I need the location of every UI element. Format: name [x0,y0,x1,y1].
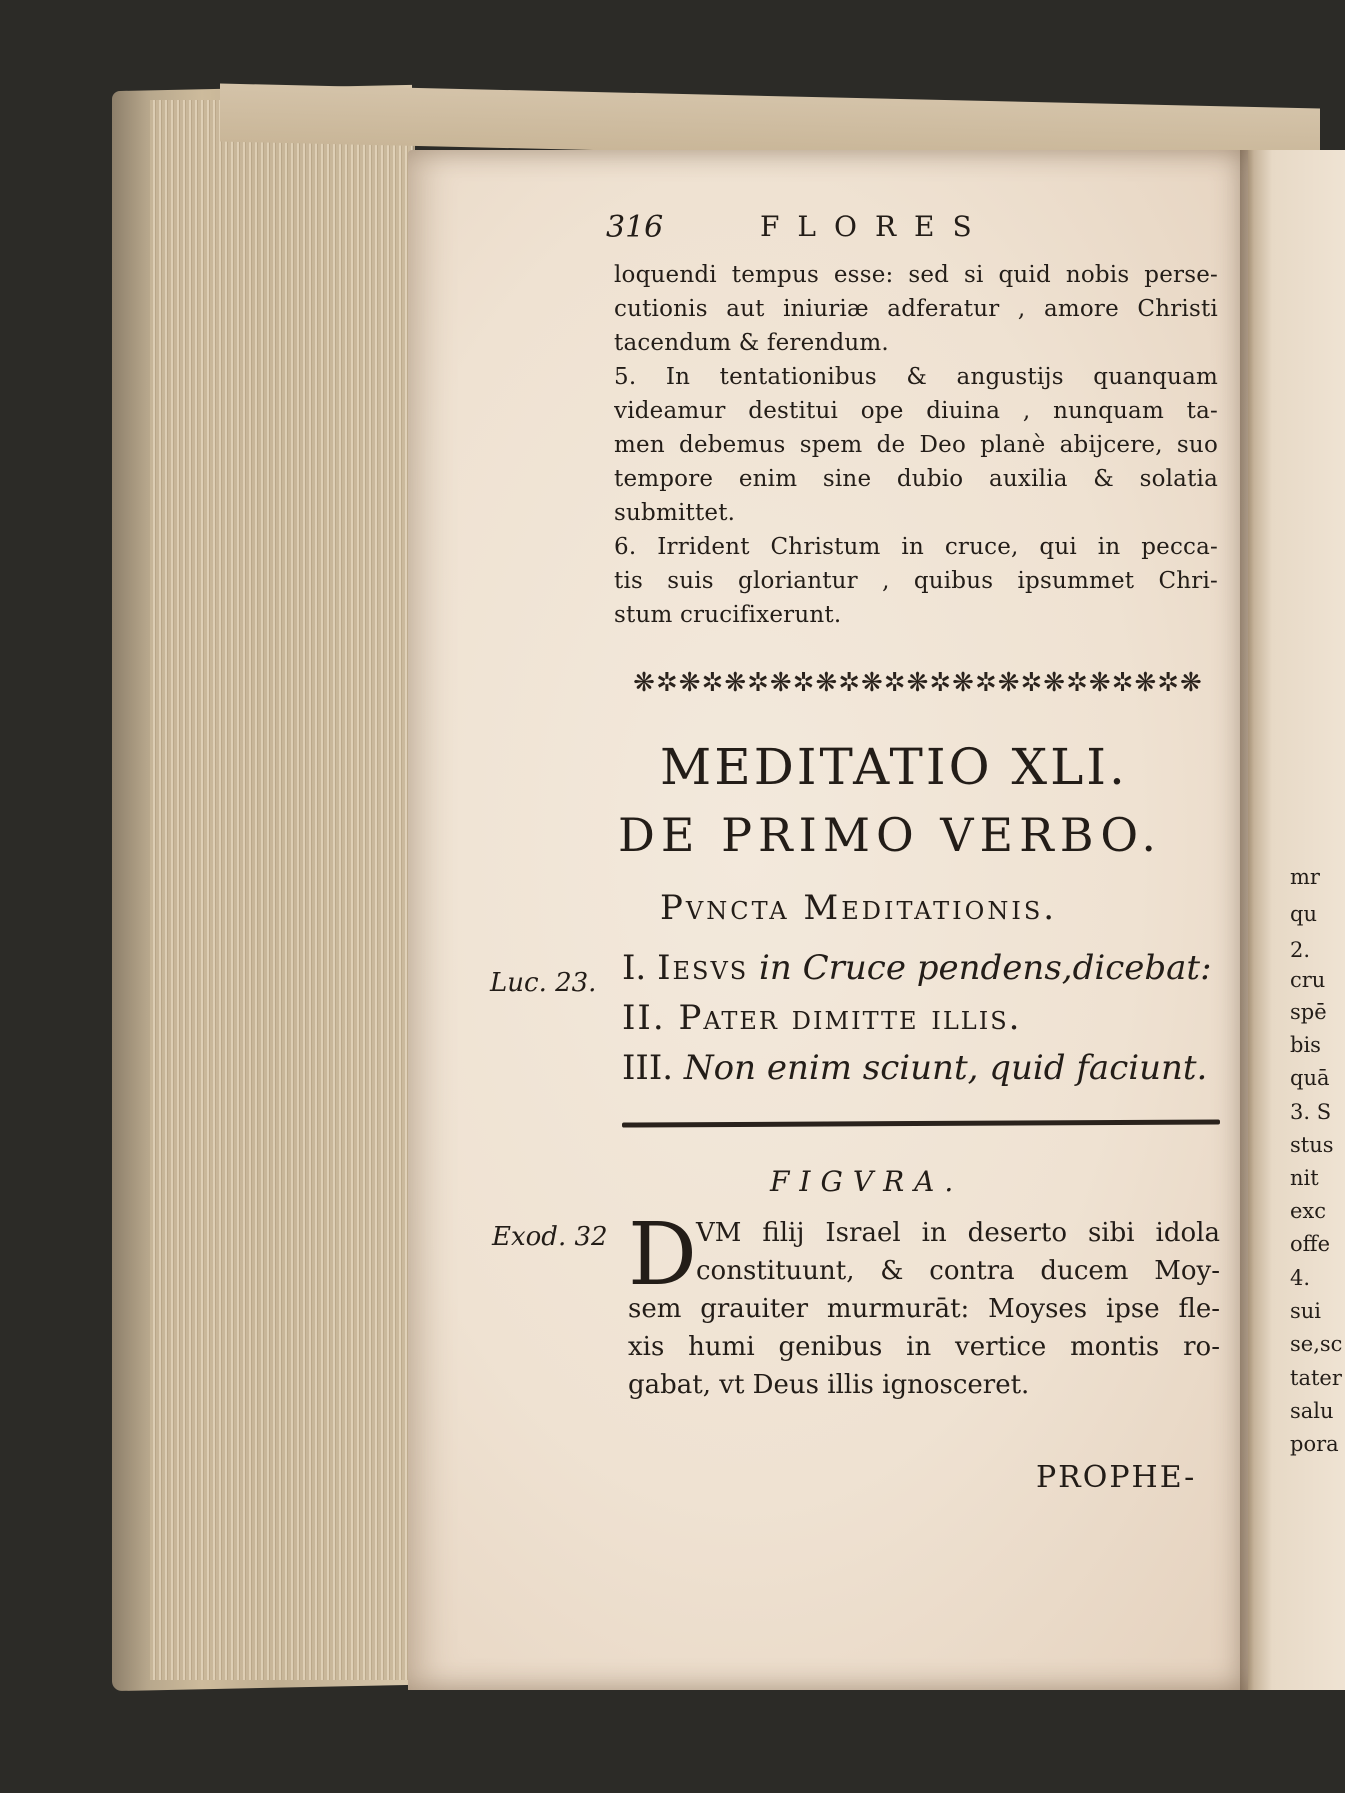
text-line: stum crucifixerunt. [614,602,842,628]
text-line: tempore enim sine dubio auxilia & solatia [614,466,1218,492]
text-line: sem grauiter murmurāt: Moyses ipse fle- [628,1294,1220,1324]
point-one [622,948,1212,988]
point-number: II. [622,998,666,1038]
text-line: 6. Irrident Christum in cruce, qui in pecca- [614,534,1218,560]
text-line: VM filij Israel in deserto sibi idola [696,1218,1220,1248]
ornament-band: ❋✲❋✲❋✲❋✲❋✲❋✲❋✲❋✲❋✲❋✲❋✲❋✲❋ [633,668,1203,698]
point-number: I. [622,948,647,988]
point-number: III. [622,1048,674,1088]
point-two [622,998,1021,1038]
fragment: mr [1290,865,1320,889]
text-line: loquendi tempus esse: sed si quid nobis perse- [614,262,1218,288]
figura-heading: FIGVRA. [770,1165,964,1198]
puncta-heading: Pvncta Meditationis. [660,888,1058,928]
meditatio-subtitle: DE PRIMO VERBO. [618,808,1163,862]
text-line: cutionis aut iniuriæ adferatur , amore Christi [614,296,1218,322]
fragment: offe [1290,1232,1330,1256]
text-line: tis suis gloriantur , quibus ipsummet Chri- [614,568,1218,594]
page-number: 316 [606,210,664,245]
text-line: constituunt, & contra ducem Moy- [696,1256,1220,1286]
text-line: xis humi genibus in vertice montis ro- [628,1332,1220,1362]
fragment: qu [1290,902,1317,926]
point-text: in Cruce pendens,dicebat: [759,948,1212,988]
point-three [622,1048,1207,1088]
fragment: sui [1290,1299,1322,1323]
fragment: stus [1290,1133,1334,1157]
text-line: men debemus spem de Deo planè abijcere, suo [614,432,1218,458]
fragment: se,sc [1290,1332,1343,1356]
drop-cap: D [628,1205,697,1305]
fragment: nit [1290,1166,1319,1190]
fragment: exc [1290,1199,1327,1223]
text-line: 5. In tentationibus & angustijs quanquam [614,364,1218,390]
body-text [614,258,1218,632]
fragment: 4. [1290,1266,1311,1290]
text-line: videamur destitui ope diuina , nunquam ta- [614,398,1218,424]
margin-reference-luke: Luc. 23. [490,968,597,998]
running-title: FLORES [760,210,990,243]
figura-text [628,1205,1220,1404]
fragment: salu [1290,1399,1334,1423]
meditatio-title: MEDITATIO XLI. [660,738,1128,796]
margin-reference-exodus: Exod. 32 [492,1222,608,1252]
point-caps: Iesvs [657,948,749,988]
text-line: tacendum & ferendum. [614,330,889,356]
gutter-shadow [1240,150,1254,1690]
fragment: cru [1290,968,1326,992]
fragment: quā [1290,1066,1330,1090]
fragment: pora [1290,1432,1339,1456]
fragment: spē [1290,1000,1327,1024]
text-line: submittet. [614,500,736,526]
fragment: bis [1290,1033,1321,1057]
fragment: tater [1290,1366,1342,1390]
catchword: PROPHE- [1036,1460,1197,1495]
point-text: Non enim sciunt, quid faciunt. [683,1048,1208,1088]
text-line: gabat, vt Deus illis ignosceret. [628,1370,1030,1400]
fragment: 3. S [1290,1100,1332,1124]
point-text: Pater dimitte illis. [678,998,1022,1038]
fragment: 2. [1290,938,1311,962]
page-edges [150,100,415,1680]
